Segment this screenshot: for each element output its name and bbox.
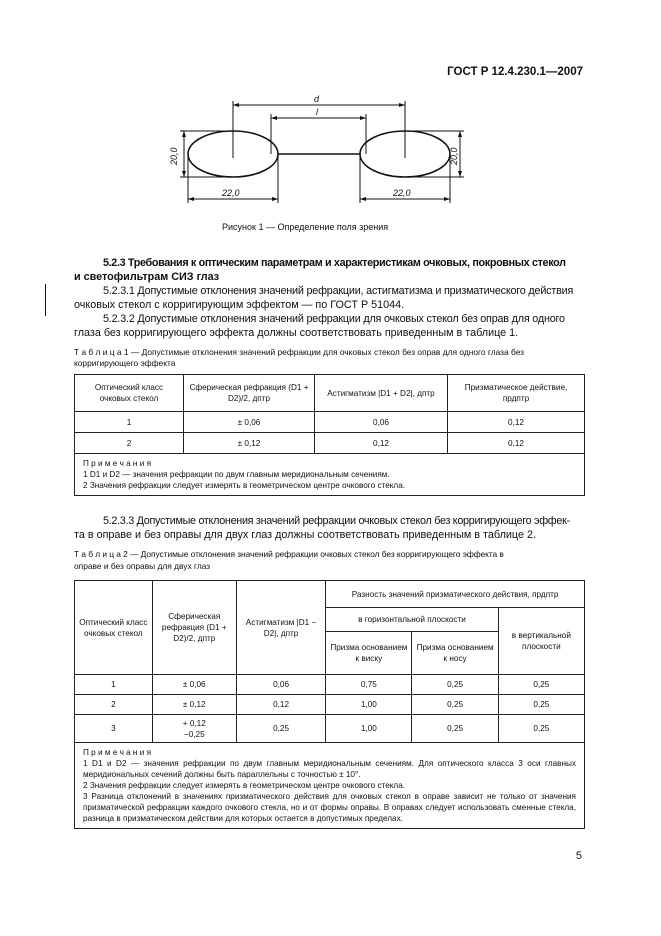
t1-note1: 1 D1 и D2 — значения рефракции по двум главным меридиональным сечениям. [83, 470, 390, 479]
table-row: 1 ± 0,06 0,06 0,75 0,25 0,25 [75, 675, 585, 695]
section-heading-line1: 5.2.3 Требования к оптическим параметрам и характеристикам очковых, покровных стекол [103, 257, 566, 269]
t2-header-ast: Астигматизм |D1 − D2|, дптр [236, 581, 325, 675]
para-5-2-3-2-line2: глаза без корригирующего эффекта должны соответствовать приведенным в таблице 1. [74, 327, 519, 339]
para-5-2-3-1-line1: 5.2.3.1 Допустимые отклонения значений рефракции, астигматизма и призматического действия [103, 285, 574, 297]
dim-height-left: 20,0 [169, 147, 179, 165]
table-row: 2 ± 0,12 0,12 0,12 [75, 433, 585, 454]
table1 [74, 374, 585, 496]
field-of-view-diagram [160, 92, 480, 217]
t2-note1: 1 D1 и D2 — значения рефракции по двум главным меридиональным сечениям. Для оптического класса 3 оси главных меридиональных сечений должны быть параллельны с точностью ± 10°. [83, 759, 576, 779]
dim-width-right: 22,0 [393, 188, 411, 198]
t1-header-ast: Астигматизм |D1 + D2|, дптр [315, 375, 448, 412]
label-d: d [314, 94, 320, 104]
t1-header-class: Оптический класс очковых стекол [75, 375, 184, 412]
t2-note3: 3 Разница отклонений в значениях призматического действия для очковых стекол в оправе зависит не только от значения призматической рефракции каждого очкового стекла, но и от формы оправы. В оправах следует использовать сменные стекла, разница в призматическом действии для которых остается в допустимых пределах. [83, 792, 576, 823]
t2-header-horiz: в горизонтальной плоскости [326, 608, 498, 632]
t2-notes-title: П р и м е ч а н и я [83, 748, 152, 757]
table-row: 1 ± 0,06 0,06 0,12 [75, 412, 585, 433]
label-l: l [316, 107, 318, 117]
table2 [74, 580, 585, 829]
t2-header-sph: Сферическая рефракция (D1 + D2)/2, дптр [152, 581, 236, 675]
standard-header: ГОСТ Р 12.4.230.1—2007 [447, 66, 583, 78]
t1-header-sph: Сферическая рефракция (D1 + D2)/2, дптр [184, 375, 315, 412]
para-5-2-3-1-line2: очковых стекол с корригирующим эффектом — по ГОСТ Р 51044. [74, 299, 405, 311]
table1-caption-line1: Т а б л и ц а 1 — Допустимые отклонения значений рефракции для очковых стекол без оправ для одного глаза без [74, 347, 525, 357]
t2-header-vert: в вертикальной плоскости [498, 608, 584, 675]
table-row: 2 ± 0,12 0,12 1,00 0,25 0,25 [75, 695, 585, 715]
t1-notes [75, 454, 585, 496]
t2-notes [75, 743, 585, 829]
section-heading-line2: и светофильтрам СИЗ глаз [74, 271, 220, 283]
table2-caption-line1: Т а б л и ц а 2 — Допустимые отклонения значений рефракции очковых стекол без корригирующего эффекта в [74, 549, 504, 559]
para-5-2-3-3-line2: та в оправе и без оправы для двух глаз должны соответствовать приведенным в таблице 2. [74, 529, 536, 541]
page-number: 5 [575, 850, 582, 862]
t2-header-temple: Призма основанием к виску [326, 632, 412, 675]
t1-note2: 2 Значения рефракции следует измерять в геометрическом центре очкового стекла. [83, 481, 406, 490]
table2-caption-line2: оправе и без оправы для двух глаз [74, 561, 211, 571]
dim-width-left: 22,0 [222, 188, 240, 198]
t1-header-prism: Призматическое действие, прдптр [448, 375, 585, 412]
table1-caption-line2: корригирующего эффекта [74, 358, 176, 368]
t2-note2: 2 Значения рефракции следует измерять в геометрическом центре очкового стекла. [83, 781, 406, 790]
figure-caption: Рисунок 1 — Определение поля зрения [222, 222, 389, 232]
t2-header-nose: Призма основанием к носу [412, 632, 498, 675]
t2-header-prism: Разность значений призматического действия, прдптр [326, 581, 585, 608]
t1-notes-title: П р и м е ч а н и я [83, 459, 152, 468]
change-bar [45, 284, 46, 316]
para-5-2-3-2-line1: 5.2.3.2 Допустимые отклонения значений рефракции для очковых стекол без оправ для одного [103, 313, 565, 325]
dim-height-right: 20,0 [449, 147, 459, 165]
table-row: 3 + 0,12 −0,25 0,25 1,00 0,25 0,25 [75, 715, 585, 743]
t2-header-class: Оптический класс очковых стекол [75, 581, 153, 675]
para-5-2-3-3-line1: 5.2.3.3 Допустимые отклонения значений рефракции очковых стекол без корригирующего эффек- [103, 515, 570, 527]
